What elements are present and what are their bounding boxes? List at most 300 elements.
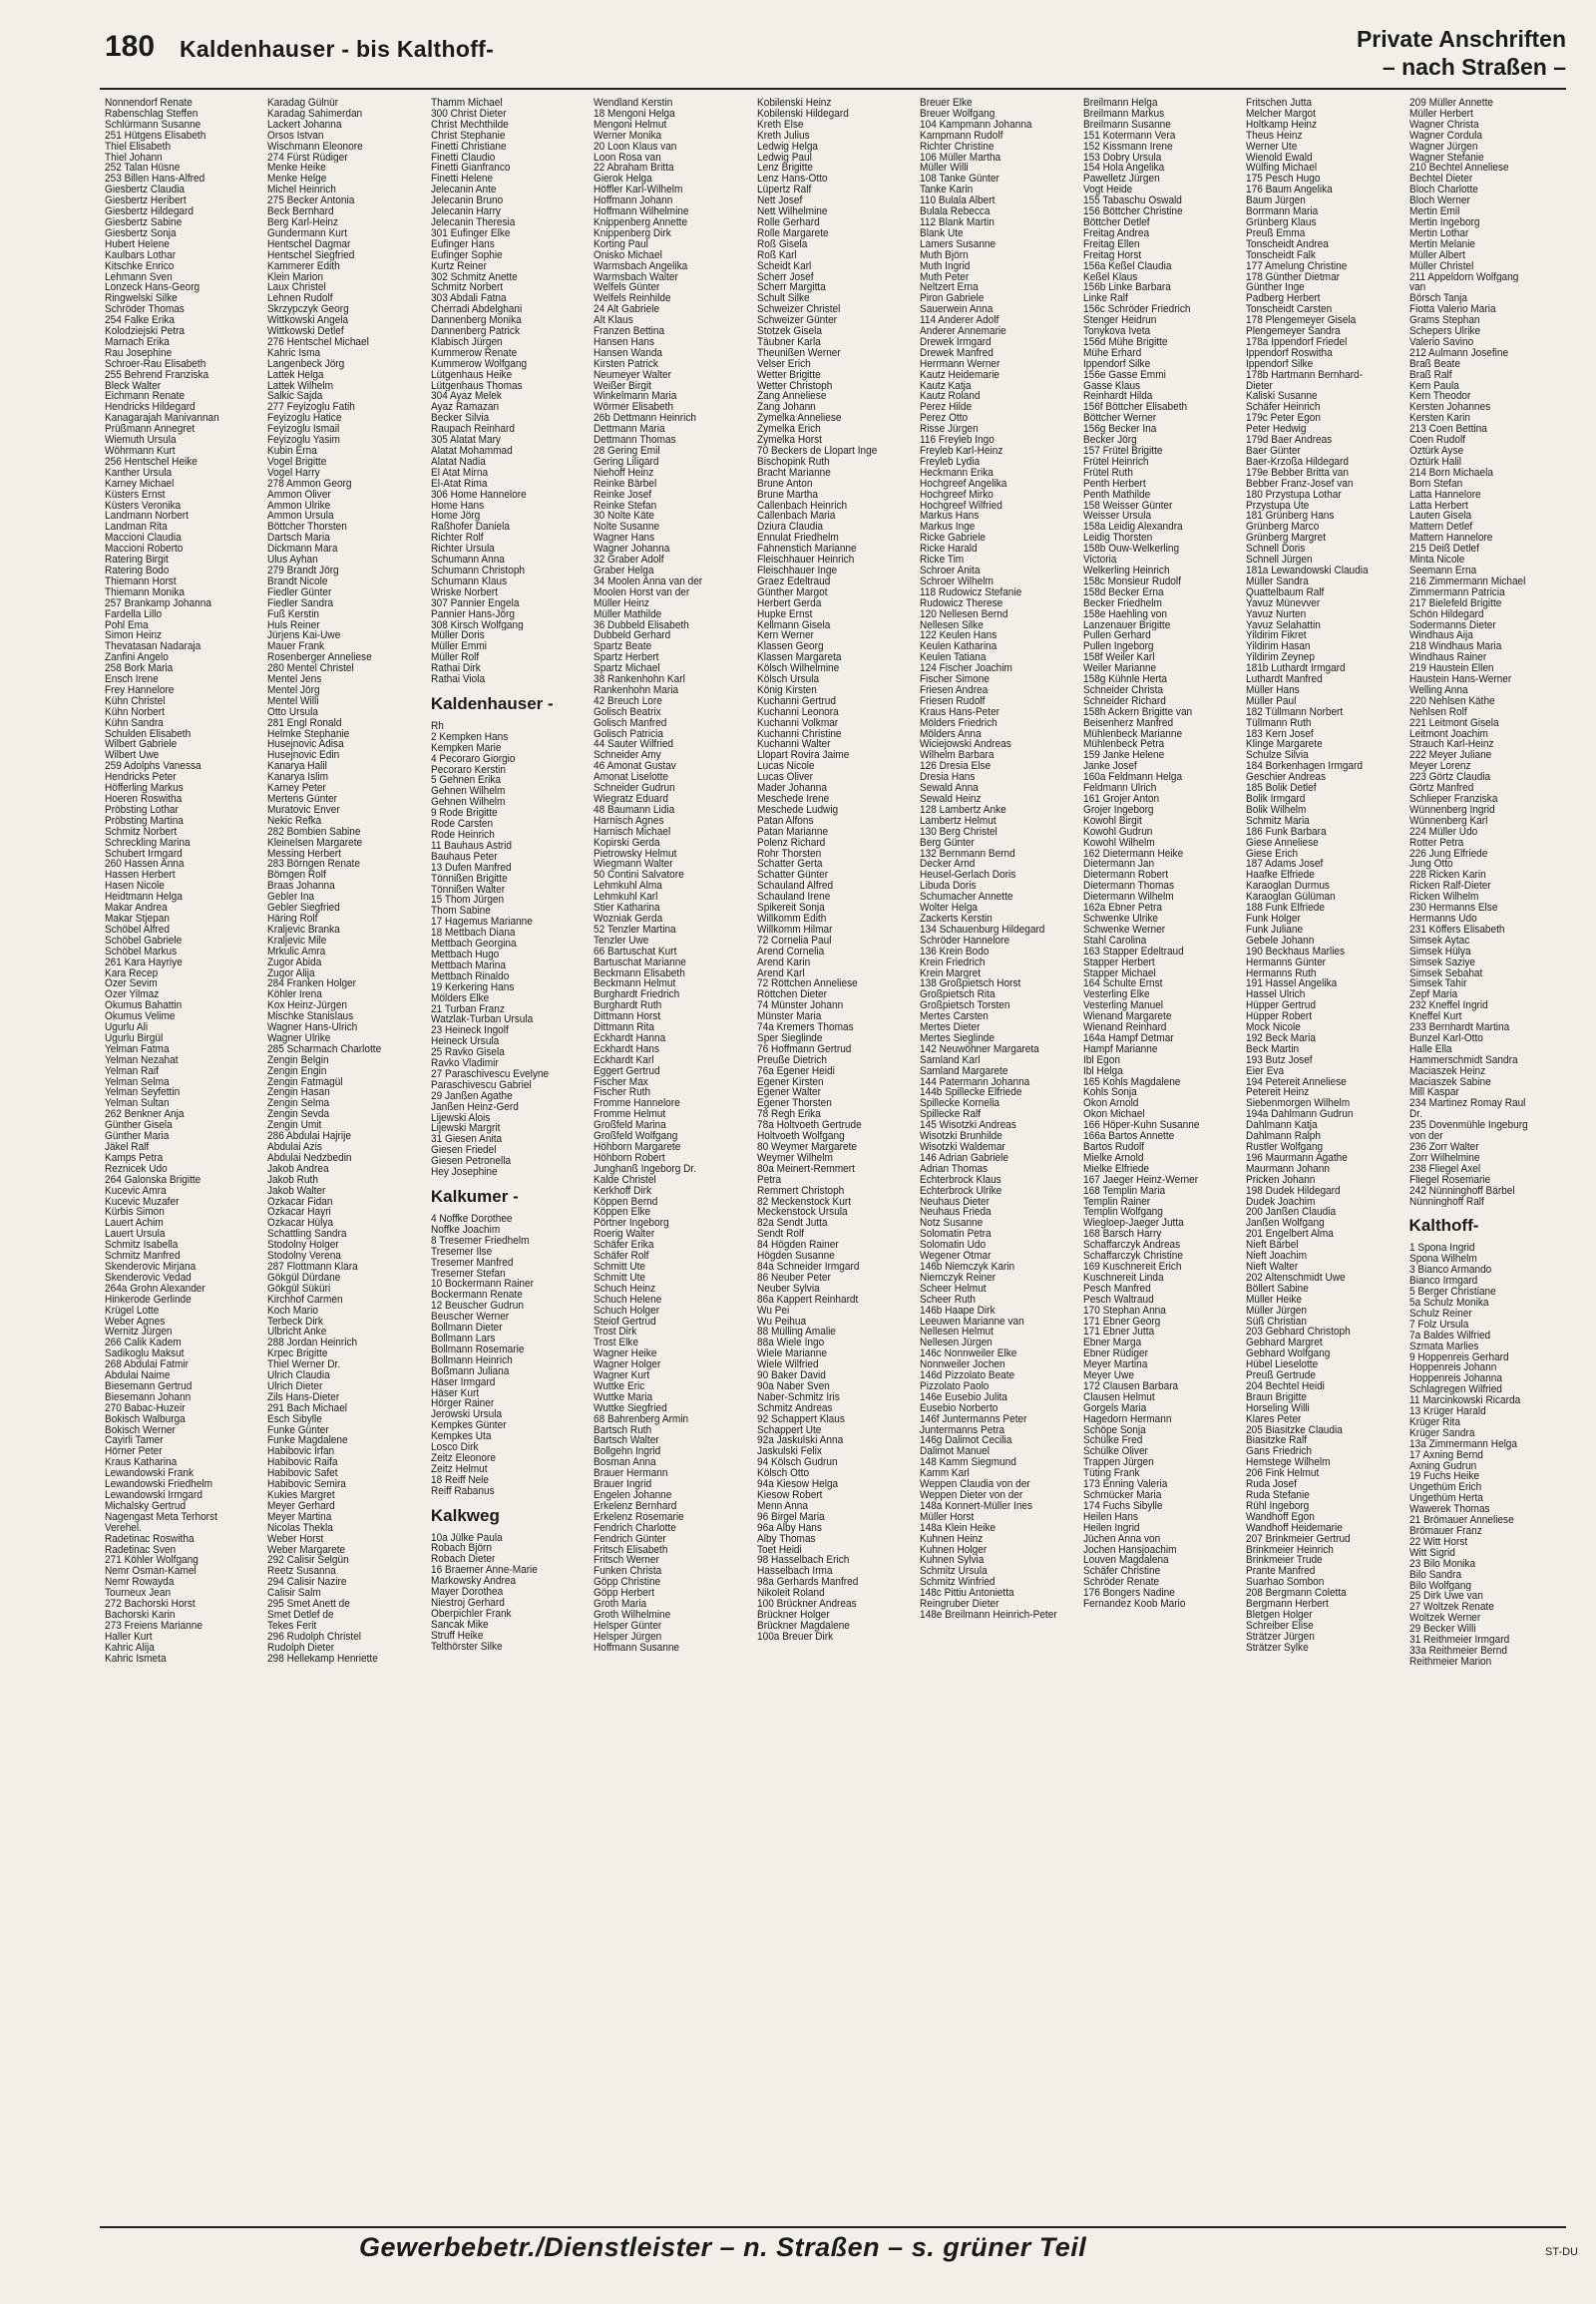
directory-entry: Weisser Ursula: [1082, 511, 1151, 523]
directory-entry: 238 Fliegel Axel: [1408, 1163, 1480, 1175]
directory-entry: Wilbert Gabriele: [105, 739, 178, 751]
directory-entry: Bollmann Rosemarie: [430, 1344, 525, 1355]
directory-entry: Sauerwein Anna: [920, 304, 994, 316]
directory-entry: Bischopink Ruth: [756, 456, 830, 468]
directory-entry: Ruda Josef: [1246, 1479, 1298, 1490]
directory-entry: Lütgenhaus Thomas: [430, 380, 523, 392]
directory-entry: Schattling Sandra: [267, 1229, 347, 1241]
directory-entry: Finetti Gianfranco: [430, 163, 511, 175]
directory-entry: 168 Templin Maria: [1082, 1185, 1165, 1197]
directory-entry: 233 Bernhardt Martina: [1408, 1022, 1509, 1033]
directory-entry: 217 Bielefeld Brigitte: [1408, 597, 1501, 609]
directory-entry: Friesen Rudolf: [920, 695, 986, 707]
directory-entry: Jochen Hansjoachim: [1082, 1544, 1177, 1556]
directory-entry: Roß Karl: [756, 249, 797, 261]
directory-entry: Skenderovic Mirjana: [105, 1261, 197, 1273]
directory-entry: Raßhofer Daniela: [430, 522, 510, 534]
directory-entry: Wolter Helga: [920, 903, 979, 914]
directory-entry: Neuber Sylvia: [756, 1283, 820, 1295]
directory-entry: Schumacher Annette: [920, 892, 1013, 904]
directory-entry: Kummerow Wolfgang: [430, 358, 527, 370]
directory-entry: Kühn Norbert: [105, 706, 165, 718]
directory-entry: Fiedler Sandra: [267, 597, 334, 609]
directory-entry: Rabenschlag Steffen: [105, 108, 199, 120]
directory-entry: 226 Jung Elfriede: [1408, 848, 1487, 860]
directory-entry: Fleischhauer Inge: [756, 565, 837, 576]
directory-entry: Tüting Frank: [1082, 1468, 1140, 1480]
directory-entry: Prüßmann Annegret: [105, 424, 196, 436]
directory-entry: Giesen Friedel: [430, 1145, 497, 1157]
directory-entry: Koch Mario: [267, 1305, 319, 1317]
directory-entry: Drewek Manfred: [920, 347, 995, 359]
directory-column-6: [920, 98, 1076, 2222]
directory-entry: Heidtmann Helga: [105, 892, 183, 904]
directory-entry: Zeitz Eleonore: [430, 1452, 496, 1464]
directory-entry: Polenz Richard: [756, 837, 826, 849]
directory-entry: Alatat Mohammad: [430, 446, 513, 457]
directory-entry: Ebner Marga: [1082, 1338, 1141, 1349]
directory-entry: Wu Peihua: [756, 1316, 806, 1328]
directory-entry: Meyer Martina: [267, 1511, 332, 1523]
directory-entry: Schwenke Ulrike: [1082, 913, 1158, 925]
directory-entry: Scherr Margitta: [756, 282, 826, 294]
directory-entry: Losco Dirk: [430, 1442, 479, 1453]
directory-entry: 156c Schröder Friedrich: [1082, 304, 1191, 316]
directory-entry: Beck Bernhard: [267, 206, 335, 217]
directory-entry: Wienand Margarete: [1082, 1011, 1172, 1023]
directory-entry: Kautz Katja: [920, 380, 972, 392]
directory-entry: 44 Sauter Wilfried: [594, 739, 674, 751]
directory-entry: Klassen Margareta: [756, 652, 842, 664]
directory-entry: Helsper Jürgen: [594, 1631, 662, 1643]
directory-entry: 303 Abdali Fatna: [430, 293, 507, 305]
directory-entry: Freitag Ellen: [1082, 238, 1140, 250]
directory-entry: Messing Herbert: [267, 848, 342, 860]
directory-entry: Muth Peter: [920, 271, 970, 283]
directory-entry: Pohl Ema: [105, 619, 149, 631]
directory-entry: Ruda Stefanie: [1246, 1490, 1310, 1501]
directory-entry: 278 Ammon Georg: [267, 478, 352, 490]
directory-entry: Höhborn Margarete: [594, 1142, 681, 1153]
directory-entry: Özer Sevim: [105, 978, 158, 990]
directory-entry: Hansen Wanda: [594, 347, 663, 359]
directory-entry: 260 Hassen Anna: [105, 859, 185, 871]
directory-entry: Korting Paul: [594, 238, 649, 250]
directory-entry: Louven Magdalena: [1082, 1555, 1169, 1567]
directory-entry: von der: [1408, 1131, 1443, 1142]
directory-entry: 284 Franken Holger: [267, 978, 357, 990]
directory-entry: 288 Jordan Heinrich: [267, 1338, 358, 1349]
directory-entry: 262 Benkner Anja: [105, 1109, 185, 1121]
directory-entry: Smet Detlef de: [267, 1609, 335, 1621]
directory-entry: Fendrich Günter: [594, 1533, 667, 1545]
directory-entry: 286 Abdulai Hajrije: [267, 1131, 352, 1142]
directory-entry: Pizzolato Paolo: [920, 1380, 990, 1392]
directory-entry: Perez Otto: [920, 413, 969, 425]
directory-entry: Kuschnereit Linda: [1082, 1272, 1164, 1284]
directory-entry: Grünberg Marco: [1246, 522, 1320, 534]
directory-entry: Ungethüm Herta: [1408, 1493, 1483, 1505]
directory-entry: Großfeld Marina: [594, 1120, 667, 1132]
directory-entry: Schöbel Markus: [105, 946, 178, 958]
directory-columns: [105, 98, 1566, 2222]
directory-entry: Vesterling Manuel: [1082, 1000, 1163, 1012]
directory-entry: Lanzenauer Brigitte: [1082, 619, 1170, 631]
directory-entry: 18 Mengoni Helga: [594, 108, 676, 120]
directory-entry: Ricke Tim: [920, 555, 965, 566]
directory-entry: Willkomm Hilmar: [756, 924, 833, 936]
directory-entry: 5a Schulz Monika: [1408, 1297, 1489, 1309]
directory-entry: Kerkhoff Dirk: [594, 1185, 652, 1197]
directory-entry: Hendricks Peter: [105, 772, 177, 784]
directory-entry: Schaffarczyk Christine: [1082, 1251, 1183, 1262]
directory-entry: 108 Tanke Günter: [920, 174, 1000, 186]
directory-entry: Okumus Bahattin: [105, 1000, 183, 1012]
directory-entry: Meyer Uwe: [1082, 1370, 1134, 1381]
directory-entry: Willkomm Edith: [756, 913, 827, 925]
directory-entry: Bollgehn Ingrid: [594, 1446, 661, 1458]
directory-entry: Ugurlu Ali: [105, 1022, 149, 1033]
directory-entry: 270 Babac-Huzeir: [105, 1402, 186, 1414]
directory-entry: 192 Beck Maria: [1246, 1032, 1317, 1044]
directory-entry: Reiff Rabanus: [430, 1485, 495, 1497]
directory-entry: Mentel Jörg: [267, 684, 321, 696]
directory-entry: Risse Jürgen: [920, 424, 979, 436]
directory-entry: Schumann Anna: [430, 555, 505, 566]
directory-entry: Kuchanni Gertrud: [756, 695, 836, 707]
directory-entry: 154 Hola Angelika: [1082, 163, 1164, 175]
directory-entry: Heckmann Erika: [920, 467, 995, 479]
directory-entry: Weppen Claudia von der: [920, 1479, 1030, 1490]
directory-entry: 202 Altenschmidt Uwe: [1246, 1272, 1346, 1284]
directory-entry: 200 Janßen Claudia: [1246, 1207, 1337, 1219]
directory-entry: Müller Emmi: [430, 641, 487, 653]
directory-entry: Bachorski Karin: [105, 1609, 176, 1621]
directory-entry: Wetter Brigitte: [756, 369, 821, 381]
directory-entry: 8 Tresemer Friedhelm: [430, 1235, 530, 1247]
directory-entry: Reithmeier Marion: [1408, 1656, 1491, 1668]
directory-entry: Wiciejowski Andreas: [920, 739, 1011, 751]
directory-entry: Lenz Brigitte: [756, 163, 813, 175]
directory-entry: 46 Amonat Gustav: [594, 761, 677, 773]
directory-entry: Mauer Frank: [267, 641, 325, 653]
directory-entry: Bloch Werner: [1408, 195, 1470, 207]
directory-entry: Köppen Elke: [594, 1207, 651, 1219]
directory-entry: Pricken Johann: [1246, 1174, 1316, 1186]
directory-entry: Heilen Ingrid: [1082, 1522, 1140, 1534]
directory-entry: Böllert Sabine: [1246, 1283, 1309, 1295]
directory-entry: Tonscheidt Carsten: [1246, 304, 1333, 316]
directory-entry: Giesbertz Sonja: [105, 227, 177, 239]
directory-entry: Telthörster Silke: [430, 1641, 503, 1653]
directory-entry: Welfels Reinhilde: [594, 293, 671, 305]
directory-entry: Wünnenberg Karl: [1408, 815, 1487, 827]
directory-entry: Kölsch Ursula: [756, 674, 819, 685]
directory-entry: Gorgels Maria: [1082, 1402, 1146, 1414]
directory-entry: Pröbsting Lothar: [105, 804, 179, 816]
directory-entry: Nieft Bärbel: [1246, 1240, 1299, 1252]
directory-entry: Jerowski Ursula: [430, 1409, 502, 1421]
directory-entry: 31 Reithmeier Irmgard: [1408, 1635, 1509, 1646]
directory-entry: 221 Leitmont Gisela: [1408, 717, 1499, 729]
directory-entry: Günther Gisela: [105, 1120, 173, 1132]
directory-entry: 9 Rode Brigitte: [430, 808, 498, 820]
directory-entry: Zorr Wilhelmine: [1408, 1152, 1480, 1164]
directory-entry: 158f Weiler Karl: [1082, 652, 1155, 664]
directory-entry: Kaulbars Lothar: [105, 249, 177, 261]
directory-entry: Ricken Ralf-Dieter: [1408, 881, 1491, 893]
directory-entry: Kiesow Robert: [756, 1490, 823, 1501]
directory-entry: Reinke Stefan: [594, 500, 657, 512]
directory-entry: 29 Janßen Agathe: [430, 1090, 513, 1102]
directory-entry: Lewandowski Frank: [105, 1468, 194, 1480]
directory-entry: Stotzek Gisela: [756, 326, 822, 337]
directory-entry: Meckenstock Ursula: [756, 1207, 848, 1219]
directory-entry: Lattek Wilhelm: [267, 380, 334, 392]
directory-entry: Markus Hans: [920, 511, 980, 523]
directory-entry: Templin Rainer: [1082, 1196, 1150, 1208]
directory-entry: Stapper Michael: [1082, 967, 1156, 979]
directory-entry: Kanther Ursula: [105, 467, 173, 479]
directory-entry: 165 Kohls Magdalene: [1082, 1076, 1181, 1088]
directory-entry: Dziura Claudia: [756, 522, 823, 534]
directory-entry: Mölders Anna: [920, 728, 982, 740]
directory-entry: 194a Dahlmann Gudrun: [1246, 1109, 1354, 1121]
directory-entry: 215 Deiß Detlef: [1408, 544, 1479, 556]
directory-entry: 142 Neuwöhner Margareta: [920, 1043, 1040, 1055]
directory-entry: Nolte Susanne: [594, 522, 660, 534]
directory-entry: 300 Christ Dieter: [430, 108, 507, 120]
directory-entry: Weiler Marianne: [1082, 663, 1156, 675]
directory-entry: Callenbach Maria: [756, 511, 836, 523]
directory-entry: 82 Meckenstock Kurt: [756, 1196, 851, 1208]
directory-entry: Kuchanni Volkmar: [756, 717, 838, 729]
directory-entry: Yelman Seyfettin: [105, 1087, 181, 1099]
directory-entry: Helmke Stephanie: [267, 728, 350, 740]
directory-entry: Schauland Irene: [756, 892, 831, 904]
directory-entry: Hochgreef Wilfried: [920, 500, 1003, 512]
directory-entry: Lamers Susanne: [920, 238, 997, 250]
directory-entry: Heineck Ursula: [430, 1036, 500, 1048]
directory-entry: Schuch Holger: [594, 1305, 660, 1317]
directory-entry: Kobilenski Heinz: [756, 98, 832, 109]
directory-entry: 279 Brandt Jörg: [267, 565, 340, 576]
directory-entry: Spartz Herbert: [594, 652, 659, 664]
directory-entry: Mielke Elfriede: [1082, 1163, 1149, 1175]
directory-entry: Fuß Kerstin: [267, 608, 320, 620]
directory-entry: Ricke Harald: [920, 544, 978, 556]
directory-entry: Höffler Karl-Wilhelm: [594, 185, 683, 196]
directory-entry: Petra: [756, 1174, 781, 1186]
directory-entry: Lauert Ursula: [105, 1229, 166, 1241]
directory-entry: Ricke Gabriele: [920, 533, 987, 545]
directory-entry: 178b Hartmann Bernhard-: [1246, 369, 1364, 381]
directory-entry: Schneider Christa: [1082, 684, 1163, 696]
directory-entry: Reinhardt Hilda: [1082, 391, 1153, 403]
directory-entry: Höfferling Markus: [105, 783, 184, 794]
directory-entry: 264a Grohn Alexander: [105, 1283, 205, 1295]
directory-entry: Baer-Krzoßa Hildegard: [1246, 456, 1350, 468]
directory-entry: Libuda Doris: [920, 881, 977, 893]
directory-entry: Funken Christa: [594, 1566, 662, 1578]
directory-entry: Kolodziejski Petra: [105, 326, 186, 337]
directory-entry: 151 Kotermann Vera: [1082, 130, 1176, 142]
directory-entry: 158c Monsieur Rudolf: [1082, 576, 1181, 587]
directory-entry: Krein Friedrich: [920, 957, 986, 968]
directory-entry: Salkic Sajda: [267, 391, 323, 403]
directory-entry: Schmitt Ute: [594, 1261, 646, 1273]
directory-entry: Schroer-Rau Elisabeth: [105, 358, 206, 370]
directory-entry: Öztürk Ayse: [1408, 446, 1463, 457]
directory-entry: Wienold Ewald: [1246, 152, 1313, 164]
directory-entry: Petereit Heinz: [1246, 1087, 1310, 1099]
directory-entry: Öztürk Halil: [1408, 456, 1461, 468]
directory-entry: 220 Nehlsen Käthe: [1408, 695, 1495, 707]
directory-entry: 78 Regh Erika: [756, 1109, 821, 1121]
directory-entry: Golisch Patricia: [594, 728, 664, 740]
directory-entry: Göpp Christine: [594, 1577, 661, 1589]
directory-entry: Böttcher Detlef: [1082, 216, 1150, 228]
directory-entry: 7a Baldes Wilfried: [1408, 1330, 1490, 1342]
directory-entry: Scherr Josef: [756, 271, 814, 283]
directory-entry: Bunzel Karl-Otto: [1408, 1032, 1483, 1044]
directory-entry: Vogel Brigitte: [267, 456, 327, 468]
directory-entry: Alby Thomas: [756, 1533, 816, 1545]
directory-entry: Weber Margarete: [267, 1544, 346, 1556]
directory-entry: Markowsky Andrea: [430, 1576, 516, 1588]
directory-entry: 92 Schappert Klaus: [756, 1413, 845, 1425]
directory-entry: Sewald Anna: [920, 783, 979, 794]
directory-entry: 84 Högden Rainer: [756, 1240, 839, 1252]
directory-entry: Lackert Johanna: [267, 119, 342, 131]
directory-entry: Gehnen Wilhelm: [430, 797, 506, 809]
directory-entry: Becker Friedhelm: [1082, 597, 1162, 609]
directory-entry: Hübel Lieselotte: [1246, 1359, 1319, 1371]
directory-entry: Jürjens Kai-Uwe: [267, 630, 341, 642]
directory-entry: Seemann Erna: [1408, 565, 1476, 576]
directory-entry: Lenz Hans-Otto: [756, 174, 828, 186]
directory-entry: Pröbsting Martina: [105, 815, 184, 827]
directory-entry: 138 Großpietsch Horst: [920, 978, 1021, 990]
directory-entry: Hey Josephine: [430, 1167, 498, 1178]
directory-entry: Lüpertz Ralf: [756, 185, 812, 196]
directory-entry: Halle Ella: [1408, 1043, 1452, 1055]
directory-entry: Wiele Wilfried: [756, 1359, 819, 1371]
directory-entry: Müller Jürgen: [1246, 1305, 1308, 1317]
directory-entry: Scheidt Karl: [756, 260, 812, 272]
directory-entry: Herrmann Werner: [920, 358, 1000, 370]
directory-entry: Schöbel Alfred: [105, 924, 170, 936]
directory-entry: 168 Barsch Harry: [1082, 1229, 1162, 1241]
directory-entry: Dittmann Horst: [594, 1011, 661, 1023]
directory-entry: Lewandowski Friedhelm: [105, 1479, 213, 1490]
directory-entry: Sewald Heinz: [920, 794, 982, 805]
directory-entry: Janßen Wolfgang: [1246, 1218, 1325, 1230]
directory-entry: 256 Hentschel Heike: [105, 456, 198, 468]
directory-entry: 287 Flottmann Klara: [267, 1261, 359, 1273]
directory-entry: Krüger Rita: [1408, 1416, 1460, 1428]
directory-entry: Remmert Christoph: [756, 1185, 845, 1197]
directory-entry: Münster Maria: [756, 1011, 822, 1023]
directory-entry: Harnisch Agnes: [594, 815, 664, 827]
directory-entry: Thiemann Horst: [105, 576, 177, 587]
directory-entry: 72 Röttchen Anneliese: [756, 978, 858, 990]
directory-entry: Nagengast Meta Terhorst: [105, 1511, 217, 1523]
directory-entry: Kreth Else: [756, 119, 804, 131]
directory-entry: Röttchen Dieter: [756, 989, 827, 1001]
directory-entry: Müller Horst: [920, 1511, 975, 1523]
directory-entry: Wagner Holger: [594, 1359, 661, 1371]
directory-entry: Günther Maria: [105, 1131, 170, 1142]
directory-entry: Müller Paul: [1246, 695, 1297, 707]
directory-entry: 12 Beuscher Gudrun: [430, 1301, 524, 1313]
directory-entry: Frütel Ruth: [1082, 467, 1133, 479]
directory-entry: 184 Borkenhagen Irmgard: [1246, 761, 1364, 773]
directory-entry: Lauert Achim: [105, 1218, 164, 1230]
directory-entry: Brandt Nicole: [267, 576, 328, 587]
directory-entry: Kopirski Gerda: [594, 837, 660, 849]
directory-entry: Berg Günter: [920, 837, 976, 849]
directory-entry: Hermanns Udo: [1408, 913, 1477, 925]
directory-entry: Jelecanin Bruno: [430, 195, 504, 207]
directory-entry: 156g Becker Ina: [1082, 424, 1156, 436]
directory-entry: Schlürmann Susanne: [105, 119, 201, 131]
directory-entry: Karney Michael: [105, 478, 175, 490]
directory-entry: Dickmann Mara: [267, 544, 338, 556]
directory-entry: 176 Bongers Nadine: [1082, 1588, 1175, 1600]
directory-entry: Rudowicz Therese: [920, 597, 1003, 609]
directory-entry: Kuchanni Christine: [756, 728, 842, 740]
directory-entry: Wagner Christa: [1408, 119, 1479, 131]
directory-entry: 80 Weymer Margarete: [756, 1142, 857, 1153]
directory-entry: Bracht Marianne: [756, 467, 831, 479]
directory-entry: Großfeld Wolfgang: [594, 1131, 678, 1142]
directory-entry: Callenbach Heinrich: [756, 500, 847, 512]
directory-entry: Janke Josef: [1082, 761, 1137, 773]
directory-entry: Schmitz Isabella: [105, 1240, 179, 1252]
directory-entry: Fromme Hannelore: [594, 1098, 681, 1110]
directory-entry: Karadag Gülnür: [267, 98, 339, 109]
directory-entry: Kempken Marie: [430, 742, 502, 754]
directory-entry: Grams Stephan: [1408, 315, 1480, 327]
directory-entry: Zugor Abida: [267, 957, 322, 968]
directory-entry: 193 Butz Josef: [1246, 1054, 1313, 1066]
directory-entry: Arend Cornelia: [756, 946, 824, 958]
directory-entry: Schröder Thomas: [105, 304, 185, 316]
directory-entry: 155 Tabaschu Oswald: [1082, 195, 1182, 207]
directory-entry: Kern Werner: [756, 630, 814, 642]
directory-entry: Wegener Otmar: [920, 1251, 992, 1262]
directory-entry: 156d Mühe Brigitte: [1082, 336, 1168, 348]
directory-entry: Kuhnen Holger: [920, 1544, 988, 1556]
directory-entry: Nekic Refka: [267, 815, 322, 827]
directory-entry: 4 Pecoraro Giorgio: [430, 753, 516, 765]
directory-entry: Mrkulic Amra: [267, 946, 326, 958]
directory-entry: Borrmann Maria: [1246, 206, 1319, 217]
directory-entry: Lijewski Margrit: [430, 1123, 501, 1135]
directory-entry: Hörner Peter: [105, 1446, 163, 1458]
directory-entry: Struff Heike: [430, 1630, 484, 1642]
directory-entry: Ringwelski Silke: [105, 293, 178, 305]
directory-entry: Jelecanin Theresia: [430, 216, 516, 228]
directory-entry: Ammon Oliver: [267, 489, 332, 501]
directory-entry: Herbert Gerda: [756, 597, 822, 609]
directory-entry: Markus Inge: [920, 522, 976, 534]
directory-entry: 25 Dirk Uwe van: [1408, 1591, 1483, 1603]
directory-entry: Bollmann Lars: [430, 1333, 496, 1344]
directory-entry: Minta Nicole: [1408, 555, 1464, 566]
directory-entry: Thevatasan Nadaraja: [105, 641, 201, 653]
